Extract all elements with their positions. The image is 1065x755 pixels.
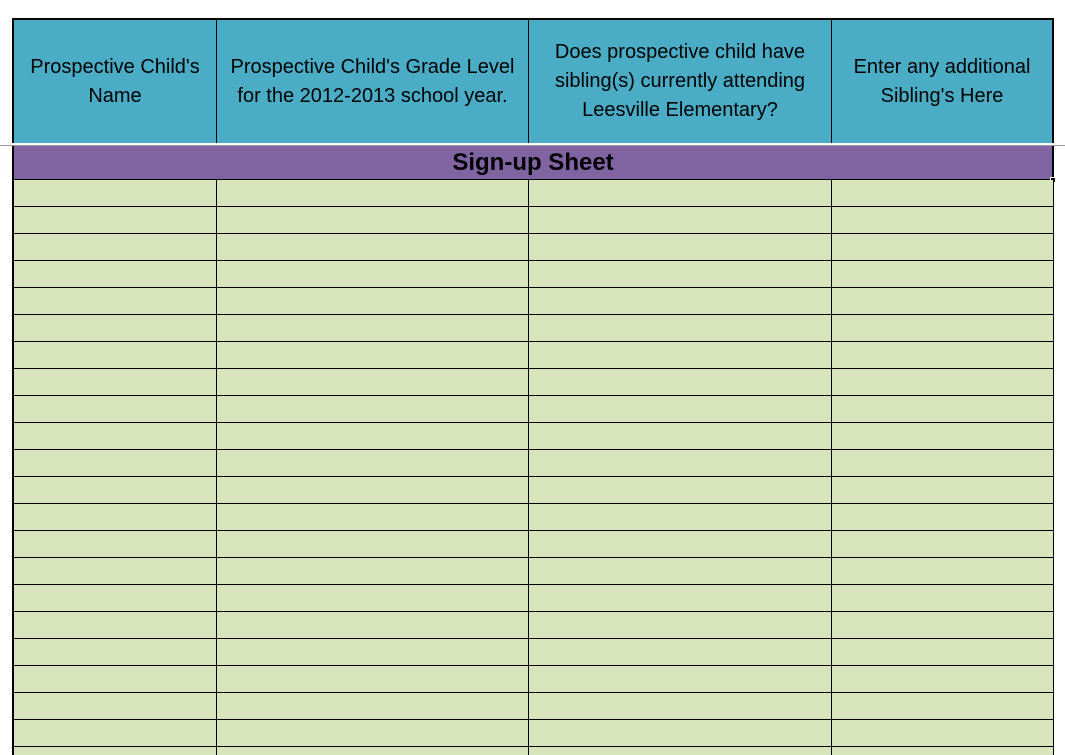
cell-siblings-attending[interactable] [529,585,832,611]
cell-siblings-attending[interactable] [529,477,832,503]
cell-child-name[interactable] [14,747,217,755]
cell-grade-level[interactable] [217,315,529,341]
cell-grade-level[interactable] [217,288,529,314]
cell-additional-siblings[interactable] [832,720,1053,746]
cell-grade-level[interactable] [217,396,529,422]
cell-child-name[interactable] [14,585,217,611]
cell-siblings-attending[interactable] [529,666,832,692]
cell-grade-level[interactable] [217,747,529,755]
cell-siblings-attending[interactable] [529,450,832,476]
cell-additional-siblings[interactable] [832,261,1053,287]
cell-additional-siblings[interactable] [832,747,1053,755]
cell-child-name[interactable] [14,288,217,314]
cell-child-name[interactable] [14,558,217,584]
cell-grade-level[interactable] [217,666,529,692]
table-row [14,477,1053,504]
cell-additional-siblings[interactable] [832,666,1053,692]
cell-child-name[interactable] [14,504,217,530]
sheet-title: Sign-up Sheet [452,148,614,176]
cell-additional-siblings[interactable] [832,234,1053,260]
cell-grade-level[interactable] [217,450,529,476]
cell-child-name[interactable] [14,531,217,557]
header-cell-child-name[interactable]: Prospective Child's Name [14,20,217,143]
cell-additional-siblings[interactable] [832,369,1053,395]
cell-grade-level[interactable] [217,342,529,368]
cell-additional-siblings[interactable] [832,558,1053,584]
cell-grade-level[interactable] [217,612,529,638]
cell-additional-siblings[interactable] [832,342,1053,368]
table-row [14,531,1053,558]
cell-grade-level[interactable] [217,477,529,503]
table-row [14,180,1053,207]
table-row [14,558,1053,585]
table-row [14,720,1053,747]
cell-additional-siblings[interactable] [832,504,1053,530]
cell-additional-siblings[interactable] [832,585,1053,611]
table-row [14,639,1053,666]
table-row [14,207,1053,234]
merged-title-cell[interactable] [12,146,1054,180]
table-row [14,450,1053,477]
table-row [14,234,1053,261]
cell-grade-level[interactable] [217,720,529,746]
cell-grade-level[interactable] [217,234,529,260]
cell-child-name[interactable] [14,450,217,476]
cell-siblings-attending[interactable] [529,180,832,206]
cell-grade-level[interactable] [217,531,529,557]
table-row [14,504,1053,531]
cell-siblings-attending[interactable] [529,720,832,746]
table-row [14,315,1053,342]
cell-child-name[interactable] [14,342,217,368]
cell-siblings-attending[interactable] [529,558,832,584]
cell-siblings-attending[interactable] [529,612,832,638]
data-grid [12,180,1054,755]
cell-child-name[interactable] [14,423,217,449]
cell-grade-level[interactable] [217,423,529,449]
table-row [14,369,1053,396]
cell-siblings-attending[interactable] [529,639,832,665]
cell-siblings-attending[interactable] [529,315,832,341]
cell-child-name[interactable] [14,315,217,341]
cell-child-name[interactable] [14,720,217,746]
cell-siblings-attending[interactable] [529,747,832,755]
cell-child-name[interactable] [14,666,217,692]
cell-siblings-attending[interactable] [529,369,832,395]
cell-additional-siblings[interactable] [832,207,1053,233]
cell-additional-siblings[interactable] [832,396,1053,422]
cell-additional-siblings[interactable] [832,612,1053,638]
table-row [14,342,1053,369]
cell-additional-siblings[interactable] [832,639,1053,665]
table-row [14,261,1053,288]
cell-siblings-attending[interactable] [529,234,832,260]
cell-additional-siblings[interactable] [832,693,1053,719]
cell-child-name[interactable] [14,234,217,260]
cell-grade-level[interactable] [217,693,529,719]
cell-child-name[interactable] [14,180,217,206]
cell-siblings-attending[interactable] [529,423,832,449]
cell-child-name[interactable] [14,396,217,422]
cell-additional-siblings[interactable] [832,477,1053,503]
cell-siblings-attending[interactable] [529,531,832,557]
header-cell-grade-level[interactable]: Prospective Child's Grade Level for the 2012-2013 school year. [217,20,529,143]
table-row [14,666,1053,693]
cell-additional-siblings[interactable] [832,180,1053,206]
cell-child-name[interactable] [14,369,217,395]
cell-additional-siblings[interactable] [832,315,1053,341]
cell-child-name[interactable] [14,207,217,233]
cell-grade-level[interactable] [217,207,529,233]
cell-siblings-attending[interactable] [529,342,832,368]
header-cell-additional-siblings[interactable]: Enter any additional Sibling's Here [853,55,1031,107]
table-row [14,396,1053,423]
cell-siblings-attending[interactable] [529,504,832,530]
cell-child-name[interactable] [14,693,217,719]
cell-child-name[interactable] [14,612,217,638]
table-row [14,693,1053,720]
cell-grade-level[interactable] [217,639,529,665]
cell-grade-level[interactable] [217,180,529,206]
cell-grade-level[interactable] [217,369,529,395]
table-row [14,423,1053,450]
table-row [14,585,1053,612]
table-row [14,288,1053,315]
cell-additional-siblings[interactable] [832,288,1053,314]
cell-child-name[interactable] [14,639,217,665]
cell-grade-level[interactable] [217,261,529,287]
table-row [14,747,1053,755]
cell-grade-level[interactable] [217,558,529,584]
header-row [12,18,1054,143]
table-row [14,612,1053,639]
cell-additional-siblings[interactable] [832,531,1053,557]
cell-additional-siblings[interactable] [832,423,1053,449]
cell-siblings-attending[interactable] [529,288,832,314]
header-cell-siblings-attending[interactable]: Does prospective child have sibling(s) currently attending Leesville Elementary? [529,20,832,143]
cell-siblings-attending[interactable] [529,261,832,287]
cell-grade-level[interactable] [217,585,529,611]
cell-child-name[interactable] [14,477,217,503]
cell-additional-siblings[interactable] [832,450,1053,476]
cell-grade-level[interactable] [217,504,529,530]
cell-child-name[interactable] [14,261,217,287]
cell-siblings-attending[interactable] [529,693,832,719]
cell-siblings-attending[interactable] [529,396,832,422]
cell-siblings-attending[interactable] [529,207,832,233]
